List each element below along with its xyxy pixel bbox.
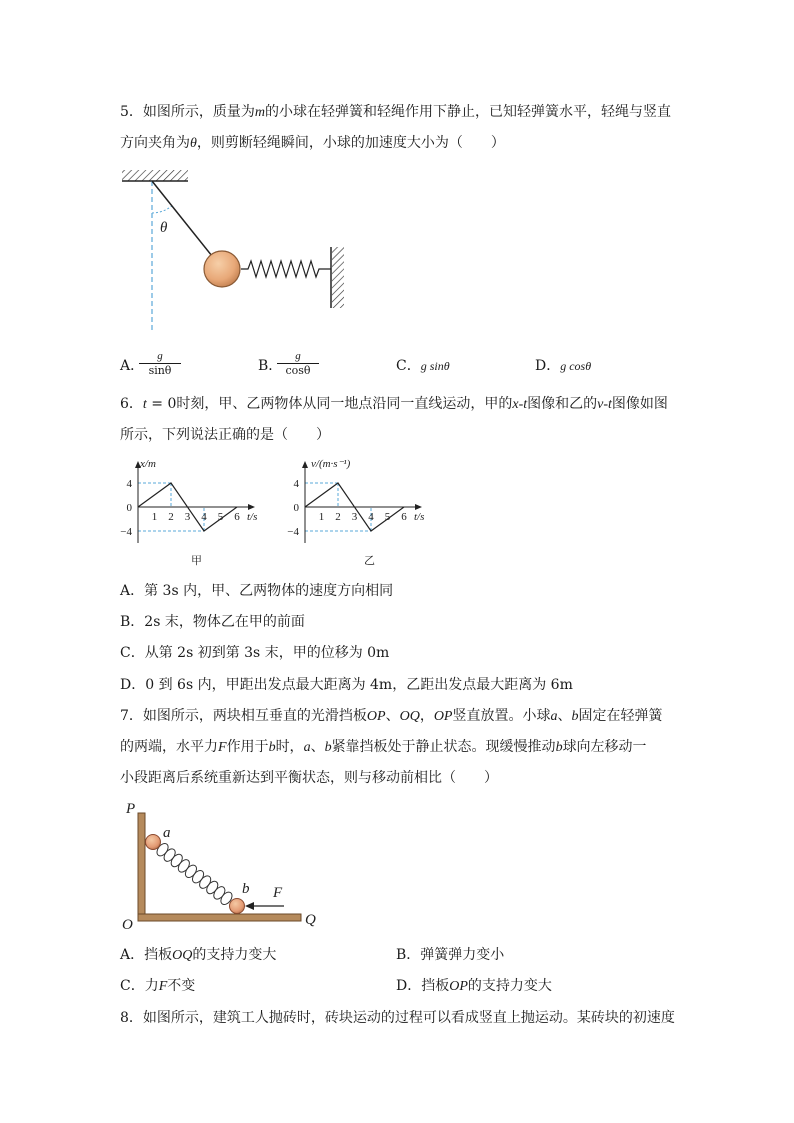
x-tick-label: 1 xyxy=(318,511,325,523)
q7-ball-b: b xyxy=(324,740,332,755)
wall-hatch xyxy=(332,247,344,308)
fraction-denominator: sinθ xyxy=(148,364,172,377)
q6-text: 图像如图 xyxy=(611,396,668,412)
q6-xt: x-t xyxy=(512,397,528,412)
q5-line-2 xyxy=(120,135,505,152)
spring-coils xyxy=(155,841,235,906)
q7-text: 的支持力变大 xyxy=(192,947,277,963)
q7-op: OP xyxy=(449,979,468,994)
spring-coil xyxy=(183,863,199,880)
q7-ball-b: b xyxy=(555,740,563,755)
x-tick-label: 6 xyxy=(401,511,407,523)
q7-oq: OQ xyxy=(399,709,420,724)
q7-ball-b: b xyxy=(571,709,579,724)
q6-line-2: 所示，下列说法正确的是（ ） xyxy=(120,427,330,443)
y-tick-label: −4 xyxy=(287,526,299,538)
board-OP xyxy=(138,813,145,921)
q7-force: F xyxy=(158,979,168,994)
x-tick-label: 2 xyxy=(335,511,341,523)
label-P: P xyxy=(126,801,136,817)
q5-option-b-fraction xyxy=(277,350,319,377)
fraction-numerator: g xyxy=(277,350,319,364)
x-t-graph-jia xyxy=(118,455,268,570)
q6-text: 图像和乙的 xyxy=(527,396,598,412)
q6-var-t: t xyxy=(142,397,147,412)
x-axis-arrow xyxy=(415,504,422,510)
q7-option-d xyxy=(396,978,552,995)
y-tick-label: 0 xyxy=(126,502,132,514)
q7-text: 紧靠挡板处于静止状态。现缓慢推动 xyxy=(331,739,556,755)
ceiling-hatch xyxy=(122,170,188,181)
option-expression: g sinθ xyxy=(420,359,450,373)
q7-text: D．挡板 xyxy=(396,978,450,994)
q7-ball-b: b xyxy=(268,740,276,755)
label-O: O xyxy=(122,917,133,933)
spring-coil xyxy=(169,852,185,869)
label-b: b xyxy=(242,881,250,897)
q7-ball-a: a xyxy=(550,709,558,724)
q7-option-c xyxy=(120,978,195,995)
ball xyxy=(204,251,240,287)
graph-caption: 乙 xyxy=(364,555,375,567)
q7-text: 不变 xyxy=(167,978,196,994)
q6-option-c: C．从第 2s 初到第 3s 末，甲的位移为 0m xyxy=(120,645,390,661)
q7-text: 固定在轻弹簧 xyxy=(578,708,663,724)
q5-text: 方向夹角为 xyxy=(120,135,190,151)
q6-text: = 0时刻，甲、乙两物体从同一地点沿同一直线运动，甲的 xyxy=(146,396,513,412)
q7-line-3: 小段距离后系统重新达到平衡状态，则与移动前相比（ ） xyxy=(120,770,498,786)
q7-text: 、 xyxy=(310,739,325,755)
x-tick-label: 1 xyxy=(151,511,158,523)
board-OQ xyxy=(138,914,301,921)
theta-label: θ xyxy=(160,220,168,236)
q7-text: 的支持力变大 xyxy=(467,978,552,994)
q8-line-1: 8．如图所示，建筑工人抛砖时，砖块运动的过程可以看成竖直上抛运动。某砖块的初速度 xyxy=(120,1010,675,1026)
q7-op: OP xyxy=(433,709,453,724)
q7-line-2 xyxy=(120,739,647,756)
label-a: a xyxy=(163,825,171,841)
q5-var-m: m xyxy=(254,105,266,120)
q7-force: F xyxy=(218,740,227,755)
q5-text: ，则剪断轻绳瞬间，小球的加速度大小为（ ） xyxy=(196,135,505,151)
x-tick-label: 3 xyxy=(351,511,358,523)
y-tick-label: 4 xyxy=(293,478,299,490)
q6-option-a: A．第 3s 内，甲、乙两物体的速度方向相同 xyxy=(120,583,394,599)
spring-coil xyxy=(197,874,213,891)
option-label: C． xyxy=(396,358,421,374)
q5-text: 的小球在轻弹簧和轻绳作用下静止，已知轻弹簧水平，轻绳与竖直 xyxy=(265,104,672,120)
ball-b xyxy=(230,899,245,914)
q7-text: ， xyxy=(419,708,434,724)
graph-ylabel: x/m xyxy=(140,458,156,470)
q7-text: C．力 xyxy=(120,978,159,994)
q7-text: 、 xyxy=(385,708,400,724)
spring-coil xyxy=(190,868,206,885)
q5-option-a-fraction xyxy=(139,350,181,377)
q7-text: 作用于 xyxy=(226,739,269,755)
q7-text: 时， xyxy=(275,739,304,755)
v-t-graph-yi xyxy=(285,455,435,570)
x-tick-label: 5 xyxy=(384,511,391,523)
q7-text: A．挡板 xyxy=(120,947,173,963)
y-tick-label: 4 xyxy=(126,478,132,490)
spring-coil xyxy=(204,879,220,896)
q6-vt: v-t xyxy=(597,397,612,412)
fraction-denominator: cosθ xyxy=(285,364,311,377)
y-tick-label: 0 xyxy=(293,502,299,514)
q7-ball-a: a xyxy=(303,740,311,755)
ball-a xyxy=(146,835,161,850)
q7-text: 7．如图所示，两块相互垂直的光滑挡板 xyxy=(120,708,367,724)
q7-line-1 xyxy=(120,708,662,725)
q5-option-d xyxy=(535,358,591,374)
x-tick-label: 4 xyxy=(368,511,374,523)
force-arrow-head xyxy=(245,902,254,910)
x-tick-label: 5 xyxy=(217,511,224,523)
x-axis-label: t/s xyxy=(247,511,258,523)
x-tick-label: 2 xyxy=(168,511,174,523)
graph-caption: 甲 xyxy=(191,555,202,567)
q5-var-theta: θ xyxy=(190,136,197,151)
q7-oq: OQ xyxy=(172,948,193,963)
x-axis-label: t/s xyxy=(414,511,425,523)
q7-boards-spring-figure xyxy=(118,795,328,935)
q5-option-b-label: B． xyxy=(258,358,283,374)
fraction-numerator: g xyxy=(139,350,181,364)
q7-option-a xyxy=(120,947,276,964)
q5-text: 5．如图所示，质量为 xyxy=(120,104,255,120)
q5-pendulum-spring-figure xyxy=(115,165,365,340)
q6-line-1 xyxy=(120,396,668,413)
q7-text: 的两端，水平力 xyxy=(120,739,218,755)
x-tick-label: 4 xyxy=(201,511,207,523)
rope xyxy=(152,181,212,256)
q6-text: 6． xyxy=(120,396,143,412)
option-expression: g cosθ xyxy=(560,359,592,373)
x-tick-label: 3 xyxy=(184,511,191,523)
q7-op: OP xyxy=(366,709,386,724)
spring-coil xyxy=(212,885,228,902)
q5-option-c xyxy=(396,358,450,374)
q7-text: 竖直放置。小球 xyxy=(452,708,551,724)
spring xyxy=(241,261,331,277)
q7-option-b: B．弹簧弹力变小 xyxy=(396,947,505,963)
graph-ylabel: v/(m·s⁻¹) xyxy=(311,458,351,470)
q7-text: 球向左移动一 xyxy=(562,739,647,755)
angle-arc xyxy=(152,205,173,213)
q6-option-d: D．0 到 6s 内，甲距出发点最大距离为 4m，乙距出发点最大距离为 6m xyxy=(120,677,573,693)
x-axis-arrow xyxy=(248,504,255,510)
q7-text: 、 xyxy=(557,708,572,724)
y-tick-label: −4 xyxy=(120,526,132,538)
y-axis-arrow xyxy=(302,461,308,468)
x-tick-label: 6 xyxy=(234,511,240,523)
label-Q: Q xyxy=(305,912,316,928)
spring-coil xyxy=(162,847,178,864)
q5-option-a-label: A． xyxy=(120,358,145,374)
q6-option-b: B．2s 末，物体乙在甲的前面 xyxy=(120,614,305,630)
spring-coil xyxy=(176,858,192,875)
q5-line-1 xyxy=(120,104,671,121)
label-F: F xyxy=(273,885,283,901)
option-label: D． xyxy=(535,358,561,374)
